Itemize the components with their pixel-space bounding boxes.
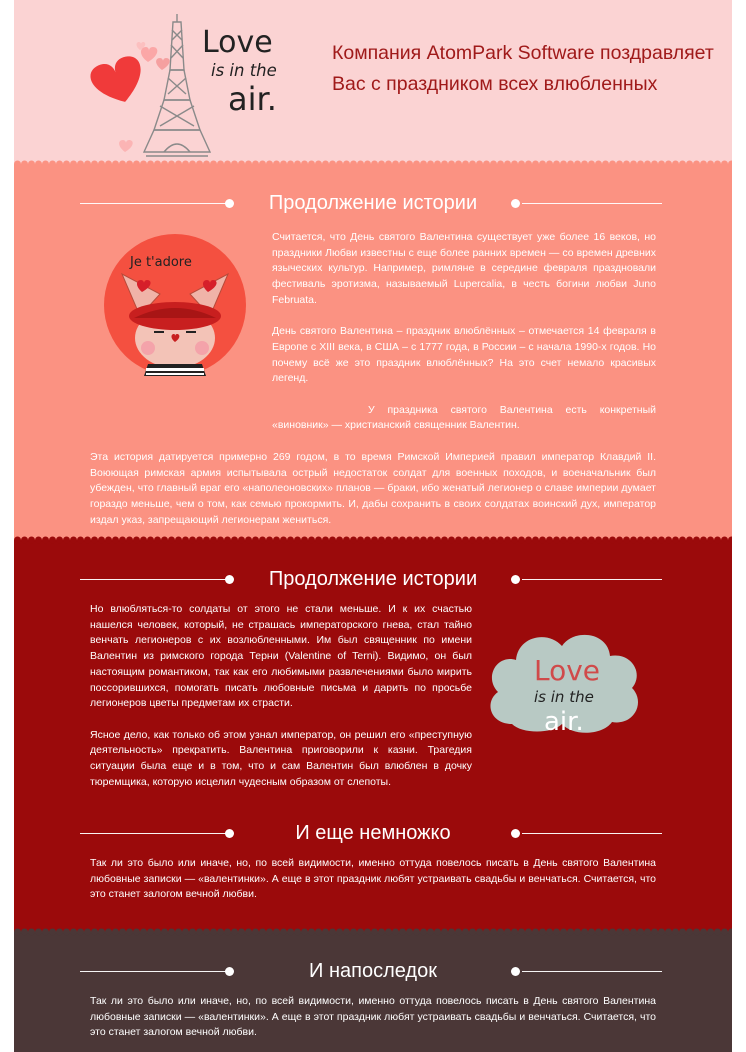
- heart-icon: [141, 47, 157, 62]
- section-title: Продолжение истории: [268, 192, 478, 214]
- section1-text-a: [272, 230, 656, 434]
- paragraph: Ясное дело, как только об этом узнал император, он решил его «преступную деятельность» прекратить. Валентина приговорили к казни. Трагедия ситуации была еще и в том, что и сам Валентин был влюблен в дочку тюремщика, которую исцелил чудесным образом от слепоты.: [90, 728, 472, 788]
- eiffel-tower-icon: [144, 14, 210, 156]
- paragraph: Так ли это было или иначе, но, по всей видимости, именно оттуда повелось писать в День святого Валентина любовные записки — «валентинки». А еще в этот праздник любят устраивать свадьбы и венчаться. Считается, что это станет залогом вечной любви.: [90, 857, 656, 901]
- header-title: Компания AtomPark Software поздравляет Вас с праздником всех влюбленных: [332, 42, 714, 95]
- scallop-divider: [14, 158, 732, 168]
- section2-text-more: [90, 856, 656, 903]
- section-heading: [14, 956, 732, 986]
- paragraph: Но влюбляться-то солдаты от этого не стали меньше. И к их счастью нашелся человек, который, не страшась императорского гнева, стал тайно венчать легионеров с их возлюбленными. Им был священник по имени Валентин из римского города Терни (Valentine of Terni). Видимо, он был настоящим романтиком, так как его любимыми развлечениями было мирить поссорившихся, помогать писать любовные письма и дарить по просьбе легионеров цветы предметам их страсти.: [90, 603, 472, 710]
- logo-is-in-the: is in the: [211, 61, 277, 80]
- section3-text: [90, 994, 656, 1041]
- paragraph: У праздника святого Валентина есть конкретный «виновник» — христианский священник Валентин.: [272, 403, 656, 432]
- love-cloud-illustration: [482, 618, 652, 738]
- logo: [14, 0, 324, 168]
- paragraph: Считается, что День святого Валентина существует уже более 16 веков, но праздники Любви известны с еще более ранних времен — со времен древних языческих культур. Например, римляне в середине февраля праздновали фестиваль эротизма, называемый Lupercalia, в честь богини любви Juno Februata.: [272, 231, 656, 306]
- section-history-2: [14, 544, 732, 936]
- paragraph: Так ли это было или иначе, но, по всей видимости, именно оттуда повелось писать в День святого Валентина любовные записки — «валентинки». А еще в этот праздник любят устраивать свадьбы и венчаться. Считается, что это станет залогом вечной любви.: [90, 995, 656, 1039]
- cloud-air: air.: [544, 707, 584, 737]
- section-title: Продолжение истории: [268, 568, 478, 590]
- logo-air: air.: [228, 80, 277, 118]
- header: [14, 0, 732, 168]
- paragraph: День святого Валентина – праздник влюблённых – отмечается 14 февраля в Европе с XIII века, в США – с 1777 года, в России – с начала 1990-х годов. Но почему всё же это праздник влюблённых? На это счет немало красивых легенд.: [272, 325, 656, 385]
- scallop-divider: [14, 534, 732, 544]
- scallop-divider: [14, 926, 732, 936]
- section-finally: [14, 936, 732, 1052]
- heart-icon: [119, 140, 133, 152]
- section2-text: [90, 602, 472, 790]
- cloud-love: Love: [534, 654, 601, 687]
- logo-love: Love: [202, 25, 273, 60]
- section-heading: [14, 188, 732, 218]
- section-title: И еще немножко: [295, 822, 451, 844]
- je-tadore-illustration: [102, 232, 262, 392]
- heart-icon: [156, 58, 170, 70]
- paragraph: Эта история датируется примерно 269 годом, в то время Римской Империей правил император Клавдий II. Воюющая римская армия испытывала острый недостаток солдат для военных походов, и военачальник был убежден, что главный враг его «наполеоновских» планов — браки, ибо женатый легионер о славе империи думает гораздо меньше, чем о том, как семью прокормить. И, дабы сохранить в своих солдатах воинский дух, император издал указ, запрещающий легионерам жениться.: [90, 451, 656, 526]
- big-heart-icon: [87, 53, 149, 110]
- section-history-1: [14, 168, 732, 544]
- cloud-is-in-the: is in the: [534, 688, 594, 706]
- section-heading: [14, 818, 732, 848]
- section1-text-b: [90, 450, 656, 529]
- section-title: И напоследок: [309, 960, 437, 982]
- je-tadore-label: Je t'adore: [130, 255, 192, 270]
- newsletter: [14, 0, 732, 1052]
- section-heading: [14, 564, 732, 594]
